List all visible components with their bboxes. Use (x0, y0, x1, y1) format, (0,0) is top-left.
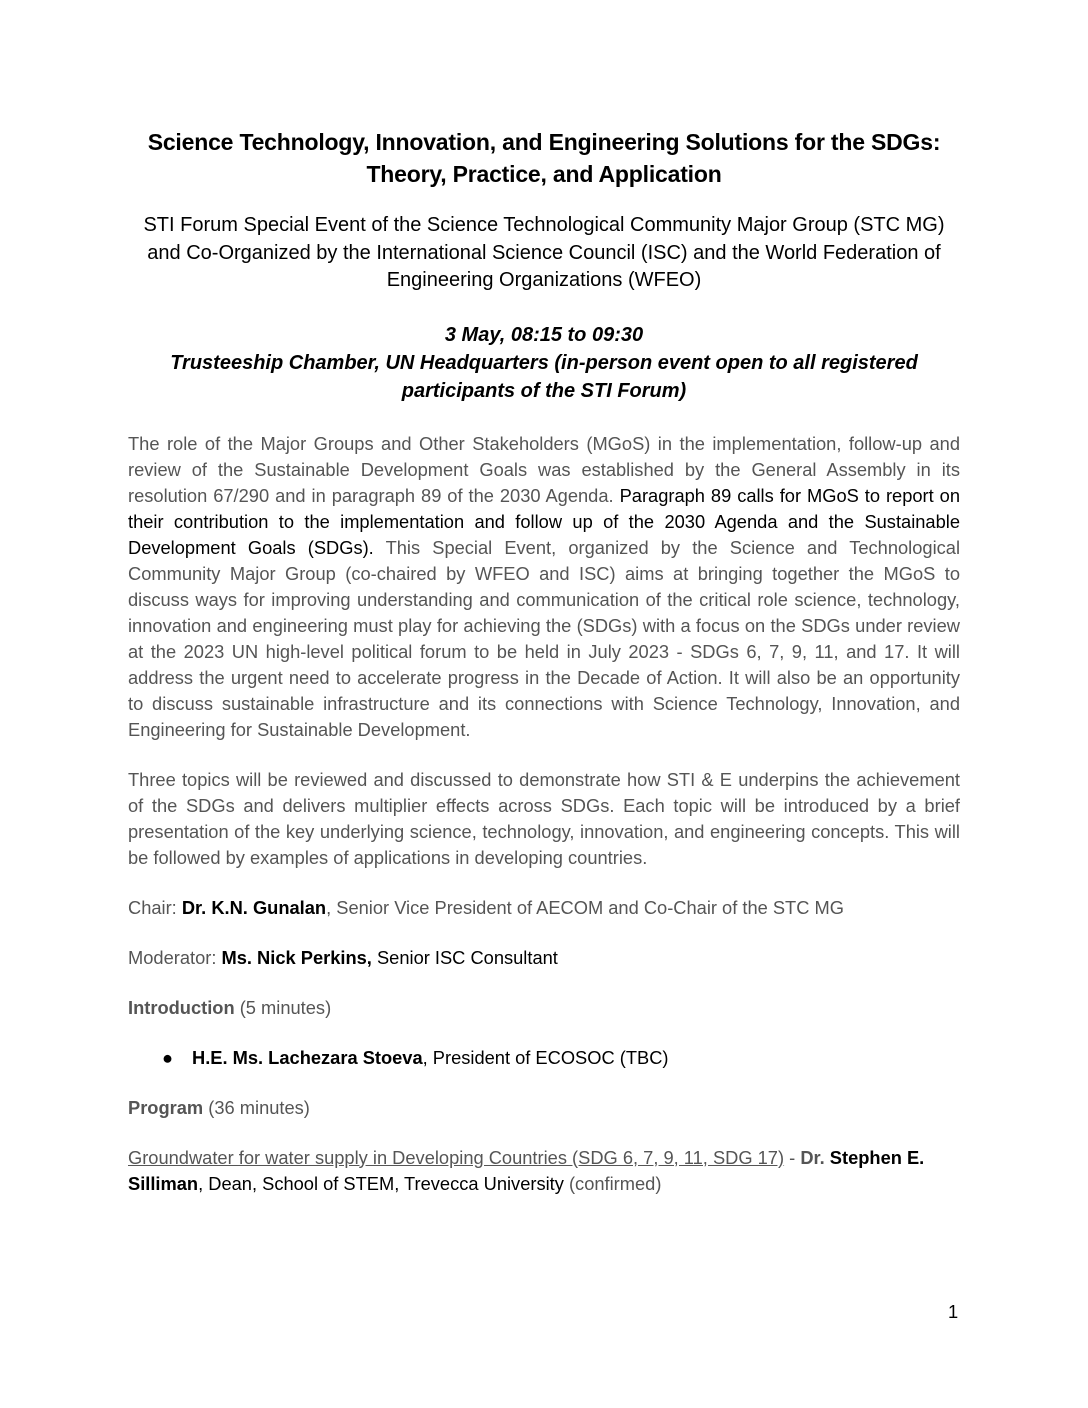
topic-separator: - (784, 1146, 801, 1168)
chair-name: Dr. K.N. Gunalan (181, 896, 327, 918)
list-item (128, 1045, 960, 1071)
chair-label: Chair: (128, 896, 177, 918)
speaker-role: , President of ECOSOC (TBC) (422, 1046, 669, 1068)
program-heading: Program (128, 1096, 204, 1118)
moderator-name: Ms. Nick Perkins, (221, 946, 372, 968)
bullet-icon: ● (162, 1046, 174, 1068)
introduction-list (128, 1045, 960, 1071)
speaker-affiliation: , Dean, School of STEM, Trevecca University (198, 1172, 564, 1194)
moderator-line (128, 945, 960, 971)
program-heading-line (128, 1095, 960, 1121)
document-title: Science Technology, Innovation, and Engineering Solutions for the SDGs: Theory, Practice, and Application (147, 129, 941, 187)
intro-part-3: This Special Event, organized by the Science and Technological Community Major Group (co-chaired by WFEO and ISC) aims at bringing together the MGoS to discuss ways for improving understanding and communication of the critical role science, technology, innovation and engineering must play for achieving the (SDGs) with a focus on the SDGs under review at the 2023 UN high-level political forum to be held in July 2023 - SDGs 6, 7, 9, 11, and 17. It will address the urgent need to accelerate progress in the Decade of Action. It will also be an opportunity to discuss sustainable infrastructure and its connections with Science Technology, Innovation, and Engineering for Sustainable Development. (128, 536, 961, 740)
event-time-venue (128, 321, 960, 405)
program-duration: (36 minutes) (208, 1096, 310, 1118)
intro-part-1: The role of the Major Groups and Other Stakeholders (MGoS) in the implementation, follow-up and review of the Sustainable Development Goals was established by the General Assembly in its resolution 67/290 and in paragraph 89 of the 2030 Agenda. (128, 432, 960, 506)
topic-1-title-link[interactable]: Groundwater for water supply in Developing Countries (SDG 6, 7, 9, 11, SDG 17) (128, 1146, 785, 1168)
speaker-title: Dr. (800, 1146, 825, 1168)
chair-line (128, 895, 960, 921)
moderator-role: Senior ISC Consultant (376, 946, 558, 968)
event-date: 3 May, 08:15 to 09:30 (444, 323, 644, 346)
intro-part-2: Paragraph 89 calls for MGoS to report on their contribution to the implementation and follow up of the 2030 Agenda and the Sustainable Development Goals (SDGs). (128, 484, 961, 558)
speaker-name: H.E. Ms. Lachezara Stoeva (192, 1046, 423, 1068)
chair-role: , Senior Vice President of AECOM and Co-Chair of the STC MG (326, 896, 844, 918)
document-page (128, 126, 960, 1197)
introduction-duration: (5 minutes) (239, 996, 332, 1018)
speaker-status: (confirmed) (568, 1172, 662, 1194)
event-venue: Trusteeship Chamber, UN Headquarters (in-person event open to all registered participants of the STI Forum) (170, 351, 918, 402)
program-topic-1 (128, 1145, 960, 1197)
introduction-heading-line (128, 995, 960, 1021)
event-subtitle: STI Forum Special Event of the Science Technological Community Major Group (STC MG) and Co-Organized by the International Science Council (ISC) and the World Federation of Engineering Organizations (WFEO) (143, 214, 945, 291)
intro-paragraph (128, 431, 960, 743)
page-number: 1 (948, 1301, 959, 1322)
speaker-name: Stephen E. Silliman (128, 1146, 925, 1194)
introduction-heading: Introduction (128, 996, 235, 1018)
topics-paragraph: Three topics will be reviewed and discussed to demonstrate how STI & E underpins the achievement of the SDGs and delivers multiplier effects across SDGs. Each topic will be introduced by a brief presentation of the key underlying science, technology, innovation, and engineering concepts. This will be followed by examples of applications in developing countries. (128, 768, 960, 868)
moderator-label: Moderator: (128, 946, 217, 968)
